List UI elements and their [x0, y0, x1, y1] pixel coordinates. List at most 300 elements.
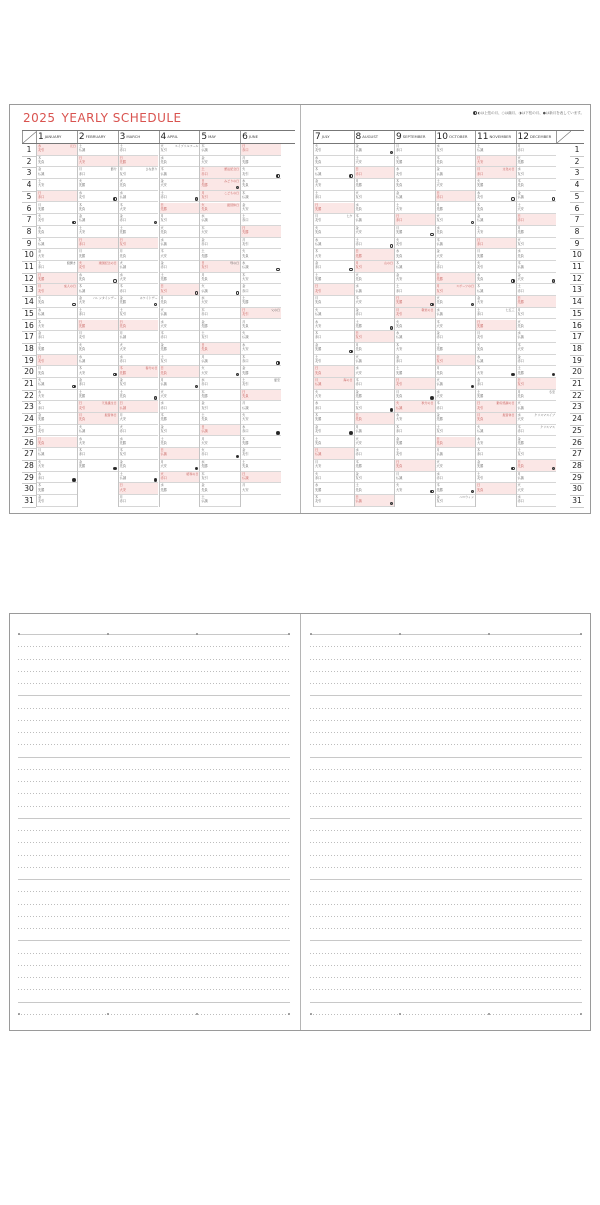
day-cell[interactable] — [476, 483, 516, 495]
day-cell[interactable] — [436, 179, 476, 191]
day-cell[interactable] — [241, 343, 281, 355]
day-cell[interactable] — [78, 261, 118, 273]
day-cell[interactable] — [395, 308, 435, 320]
day-cell[interactable] — [314, 331, 354, 343]
day-cell[interactable] — [200, 448, 240, 460]
day-cell[interactable] — [78, 413, 118, 425]
day-cell[interactable] — [37, 320, 77, 332]
day-cell[interactable] — [200, 284, 240, 296]
day-cell[interactable] — [476, 156, 516, 168]
day-cell[interactable] — [160, 401, 200, 413]
day-cell[interactable] — [314, 238, 354, 250]
day-cell[interactable] — [160, 378, 200, 390]
day-cell[interactable] — [241, 179, 281, 191]
day-cell[interactable] — [314, 226, 354, 238]
day-cell[interactable] — [355, 483, 395, 495]
day-cell[interactable] — [355, 191, 395, 203]
day-cell[interactable] — [476, 437, 516, 449]
day-cell[interactable] — [355, 378, 395, 390]
day-cell[interactable] — [119, 413, 159, 425]
day-cell[interactable] — [37, 167, 77, 179]
day-cell[interactable] — [476, 308, 516, 320]
day-cell[interactable] — [78, 331, 118, 343]
day-cell[interactable] — [436, 238, 476, 250]
day-cell[interactable] — [37, 296, 77, 308]
day-cell[interactable] — [517, 366, 557, 378]
day-cell[interactable] — [119, 284, 159, 296]
day-cell[interactable] — [517, 437, 557, 449]
day-cell[interactable] — [78, 203, 118, 215]
day-cell[interactable] — [160, 273, 200, 285]
day-cell[interactable] — [200, 191, 240, 203]
day-cell[interactable] — [314, 472, 354, 484]
day-cell[interactable] — [517, 378, 557, 390]
day-cell[interactable] — [314, 390, 354, 402]
day-cell[interactable] — [119, 343, 159, 355]
day-cell[interactable] — [241, 296, 281, 308]
day-cell[interactable] — [355, 144, 395, 156]
day-cell[interactable] — [476, 144, 516, 156]
day-cell[interactable] — [160, 460, 200, 472]
day-cell[interactable] — [517, 308, 557, 320]
day-cell[interactable] — [78, 249, 118, 261]
day-cell[interactable] — [395, 261, 435, 273]
day-cell[interactable] — [160, 355, 200, 367]
day-cell[interactable] — [200, 261, 240, 273]
day-cell[interactable] — [200, 401, 240, 413]
day-cell[interactable] — [160, 320, 200, 332]
day-cell[interactable] — [436, 284, 476, 296]
day-cell[interactable] — [436, 366, 476, 378]
day-cell[interactable] — [436, 448, 476, 460]
day-cell[interactable] — [355, 179, 395, 191]
day-cell[interactable] — [241, 261, 281, 273]
day-cell[interactable] — [395, 460, 435, 472]
day-cell[interactable] — [200, 343, 240, 355]
day-cell[interactable] — [119, 214, 159, 226]
day-cell[interactable] — [476, 284, 516, 296]
day-cell[interactable] — [355, 156, 395, 168]
day-cell[interactable] — [37, 437, 77, 449]
day-cell[interactable] — [517, 273, 557, 285]
day-cell[interactable] — [395, 366, 435, 378]
day-cell[interactable] — [37, 144, 77, 156]
day-cell[interactable] — [517, 425, 557, 437]
day-cell[interactable] — [37, 495, 77, 507]
day-cell[interactable] — [355, 238, 395, 250]
day-cell[interactable] — [476, 390, 516, 402]
day-cell[interactable] — [314, 284, 354, 296]
day-cell[interactable] — [37, 366, 77, 378]
day-cell[interactable] — [395, 179, 435, 191]
day-cell[interactable] — [314, 214, 354, 226]
day-cell[interactable] — [37, 273, 77, 285]
day-cell[interactable] — [37, 483, 77, 495]
day-cell[interactable] — [37, 308, 77, 320]
day-cell[interactable] — [314, 144, 354, 156]
day-cell[interactable] — [78, 366, 118, 378]
day-cell[interactable] — [355, 355, 395, 367]
day-cell[interactable] — [517, 284, 557, 296]
day-cell[interactable] — [355, 425, 395, 437]
day-cell[interactable] — [37, 472, 77, 484]
day-cell[interactable] — [200, 437, 240, 449]
day-cell[interactable] — [37, 179, 77, 191]
day-cell[interactable] — [119, 191, 159, 203]
day-cell[interactable] — [436, 413, 476, 425]
day-cell[interactable] — [119, 378, 159, 390]
day-cell[interactable] — [355, 249, 395, 261]
day-cell[interactable] — [78, 238, 118, 250]
day-cell[interactable] — [160, 214, 200, 226]
day-cell[interactable] — [355, 413, 395, 425]
day-cell[interactable] — [436, 483, 476, 495]
day-cell[interactable] — [395, 390, 435, 402]
day-cell[interactable] — [160, 203, 200, 215]
day-cell[interactable] — [517, 390, 557, 402]
day-cell[interactable] — [476, 214, 516, 226]
day-cell[interactable] — [314, 483, 354, 495]
day-cell[interactable] — [78, 214, 118, 226]
day-cell[interactable] — [160, 390, 200, 402]
day-cell[interactable] — [78, 296, 118, 308]
day-cell[interactable] — [355, 320, 395, 332]
day-cell[interactable] — [200, 144, 240, 156]
day-cell[interactable] — [355, 273, 395, 285]
day-cell[interactable] — [119, 296, 159, 308]
day-cell[interactable] — [395, 191, 435, 203]
day-cell[interactable] — [241, 249, 281, 261]
day-cell[interactable] — [436, 378, 476, 390]
day-cell[interactable] — [241, 144, 281, 156]
day-cell[interactable] — [160, 413, 200, 425]
day-cell[interactable] — [119, 308, 159, 320]
day-cell[interactable] — [476, 460, 516, 472]
day-cell[interactable] — [395, 273, 435, 285]
day-cell[interactable] — [395, 214, 435, 226]
day-cell[interactable] — [395, 203, 435, 215]
day-cell[interactable] — [436, 401, 476, 413]
day-cell[interactable] — [517, 495, 557, 507]
day-cell[interactable] — [200, 378, 240, 390]
day-cell[interactable] — [355, 308, 395, 320]
day-cell[interactable] — [314, 249, 354, 261]
day-cell[interactable] — [436, 495, 476, 507]
day-cell[interactable] — [395, 378, 435, 390]
day-cell[interactable] — [314, 261, 354, 273]
day-cell[interactable] — [476, 425, 516, 437]
day-cell[interactable] — [160, 343, 200, 355]
day-cell[interactable] — [37, 238, 77, 250]
day-cell[interactable] — [241, 191, 281, 203]
day-cell[interactable] — [37, 343, 77, 355]
day-cell[interactable] — [78, 156, 118, 168]
day-cell[interactable] — [119, 460, 159, 472]
day-cell[interactable] — [78, 460, 118, 472]
day-cell[interactable] — [78, 343, 118, 355]
day-cell[interactable] — [436, 437, 476, 449]
day-cell[interactable] — [119, 437, 159, 449]
day-cell[interactable] — [160, 191, 200, 203]
day-cell[interactable] — [436, 343, 476, 355]
day-cell[interactable] — [37, 413, 77, 425]
day-cell[interactable] — [476, 320, 516, 332]
day-cell[interactable] — [436, 331, 476, 343]
day-cell[interactable] — [241, 273, 281, 285]
day-cell[interactable] — [314, 167, 354, 179]
day-cell[interactable] — [355, 214, 395, 226]
day-cell[interactable] — [517, 472, 557, 484]
day-cell[interactable] — [160, 308, 200, 320]
day-cell[interactable] — [119, 366, 159, 378]
day-cell[interactable] — [395, 226, 435, 238]
day-cell[interactable] — [476, 273, 516, 285]
day-cell[interactable] — [314, 308, 354, 320]
day-cell[interactable] — [436, 214, 476, 226]
day-cell[interactable] — [119, 448, 159, 460]
day-cell[interactable] — [395, 472, 435, 484]
day-cell[interactable] — [314, 448, 354, 460]
day-cell[interactable] — [37, 425, 77, 437]
day-cell[interactable] — [37, 355, 77, 367]
day-cell[interactable] — [517, 203, 557, 215]
day-cell[interactable] — [241, 167, 281, 179]
day-cell[interactable] — [119, 425, 159, 437]
day-cell[interactable] — [395, 249, 435, 261]
day-cell[interactable] — [200, 320, 240, 332]
day-cell[interactable] — [200, 203, 240, 215]
day-cell[interactable] — [200, 249, 240, 261]
day-cell[interactable] — [200, 226, 240, 238]
day-cell[interactable] — [119, 495, 159, 507]
day-cell[interactable] — [476, 191, 516, 203]
day-cell[interactable] — [160, 179, 200, 191]
day-cell[interactable] — [476, 226, 516, 238]
day-cell[interactable] — [160, 144, 200, 156]
day-cell[interactable] — [476, 355, 516, 367]
day-cell[interactable] — [200, 483, 240, 495]
day-cell[interactable] — [476, 203, 516, 215]
day-cell[interactable] — [436, 425, 476, 437]
day-cell[interactable] — [160, 284, 200, 296]
day-cell[interactable] — [200, 472, 240, 484]
day-cell[interactable] — [119, 401, 159, 413]
day-cell[interactable] — [517, 226, 557, 238]
day-cell[interactable] — [314, 425, 354, 437]
day-cell[interactable] — [37, 460, 77, 472]
day-cell[interactable] — [200, 296, 240, 308]
day-cell[interactable] — [200, 331, 240, 343]
day-cell[interactable] — [517, 448, 557, 460]
day-cell[interactable] — [37, 249, 77, 261]
day-cell[interactable] — [241, 472, 281, 484]
day-cell[interactable] — [395, 401, 435, 413]
day-cell[interactable] — [517, 144, 557, 156]
day-cell[interactable] — [160, 238, 200, 250]
day-cell[interactable] — [200, 179, 240, 191]
day-cell[interactable] — [200, 156, 240, 168]
day-cell[interactable] — [200, 413, 240, 425]
day-cell[interactable] — [476, 401, 516, 413]
day-cell[interactable] — [517, 296, 557, 308]
day-cell[interactable] — [355, 226, 395, 238]
day-cell[interactable] — [119, 179, 159, 191]
day-cell[interactable] — [395, 296, 435, 308]
day-cell[interactable] — [395, 413, 435, 425]
day-cell[interactable] — [119, 226, 159, 238]
day-cell[interactable] — [37, 191, 77, 203]
day-cell[interactable] — [78, 390, 118, 402]
day-cell[interactable] — [517, 413, 557, 425]
day-cell[interactable] — [395, 355, 435, 367]
day-cell[interactable] — [78, 284, 118, 296]
day-cell[interactable] — [78, 320, 118, 332]
day-cell[interactable] — [78, 425, 118, 437]
day-cell[interactable] — [78, 179, 118, 191]
day-cell[interactable] — [395, 144, 435, 156]
day-cell[interactable] — [160, 226, 200, 238]
day-cell[interactable] — [314, 401, 354, 413]
day-cell[interactable] — [436, 320, 476, 332]
day-cell[interactable] — [355, 495, 395, 507]
day-cell[interactable] — [119, 355, 159, 367]
day-cell[interactable] — [241, 413, 281, 425]
day-cell[interactable] — [476, 448, 516, 460]
day-cell[interactable] — [436, 472, 476, 484]
day-cell[interactable] — [160, 483, 200, 495]
day-cell[interactable] — [241, 284, 281, 296]
day-cell[interactable] — [436, 308, 476, 320]
day-cell[interactable] — [160, 437, 200, 449]
day-cell[interactable] — [160, 472, 200, 484]
day-cell[interactable] — [119, 320, 159, 332]
day-cell[interactable] — [160, 425, 200, 437]
day-cell[interactable] — [241, 401, 281, 413]
day-cell[interactable] — [241, 437, 281, 449]
day-cell[interactable] — [517, 167, 557, 179]
day-cell[interactable] — [119, 390, 159, 402]
day-cell[interactable] — [517, 249, 557, 261]
day-cell[interactable] — [517, 191, 557, 203]
day-cell[interactable] — [355, 401, 395, 413]
day-cell[interactable] — [200, 366, 240, 378]
day-cell[interactable] — [314, 355, 354, 367]
day-cell[interactable] — [436, 144, 476, 156]
day-cell[interactable] — [314, 273, 354, 285]
day-cell[interactable] — [314, 203, 354, 215]
day-cell[interactable] — [517, 261, 557, 273]
day-cell[interactable] — [37, 203, 77, 215]
day-cell[interactable] — [37, 331, 77, 343]
day-cell[interactable] — [200, 425, 240, 437]
day-cell[interactable] — [517, 343, 557, 355]
day-cell[interactable] — [517, 320, 557, 332]
day-cell[interactable] — [119, 167, 159, 179]
day-cell[interactable] — [355, 284, 395, 296]
day-cell[interactable] — [119, 273, 159, 285]
day-cell[interactable] — [160, 156, 200, 168]
day-cell[interactable] — [476, 238, 516, 250]
day-cell[interactable] — [395, 437, 435, 449]
day-cell[interactable] — [355, 203, 395, 215]
day-cell[interactable] — [476, 261, 516, 273]
day-cell[interactable] — [355, 390, 395, 402]
day-cell[interactable] — [37, 261, 77, 273]
day-cell[interactable] — [314, 495, 354, 507]
day-cell[interactable] — [517, 179, 557, 191]
day-cell[interactable] — [241, 483, 281, 495]
day-cell[interactable] — [517, 238, 557, 250]
day-cell[interactable] — [241, 331, 281, 343]
day-cell[interactable] — [37, 226, 77, 238]
day-cell[interactable] — [314, 296, 354, 308]
day-cell[interactable] — [314, 378, 354, 390]
day-cell[interactable] — [241, 390, 281, 402]
day-cell[interactable] — [200, 308, 240, 320]
day-cell[interactable] — [241, 378, 281, 390]
day-cell[interactable] — [314, 191, 354, 203]
day-cell[interactable] — [119, 483, 159, 495]
day-cell[interactable] — [355, 343, 395, 355]
day-cell[interactable] — [200, 167, 240, 179]
day-cell[interactable] — [355, 261, 395, 273]
day-cell[interactable] — [517, 156, 557, 168]
day-cell[interactable] — [314, 343, 354, 355]
day-cell[interactable] — [476, 249, 516, 261]
day-cell[interactable] — [395, 320, 435, 332]
day-cell[interactable] — [476, 296, 516, 308]
day-cell[interactable] — [119, 249, 159, 261]
day-cell[interactable] — [436, 273, 476, 285]
day-cell[interactable] — [37, 214, 77, 226]
day-cell[interactable] — [200, 390, 240, 402]
day-cell[interactable] — [395, 331, 435, 343]
day-cell[interactable] — [355, 437, 395, 449]
day-cell[interactable] — [241, 226, 281, 238]
day-cell[interactable] — [355, 448, 395, 460]
day-cell[interactable] — [119, 472, 159, 484]
day-cell[interactable] — [355, 366, 395, 378]
day-cell[interactable] — [160, 366, 200, 378]
day-cell[interactable] — [37, 390, 77, 402]
day-cell[interactable] — [314, 156, 354, 168]
day-cell[interactable] — [160, 296, 200, 308]
day-cell[interactable] — [476, 378, 516, 390]
day-cell[interactable] — [200, 273, 240, 285]
day-cell[interactable] — [78, 167, 118, 179]
day-cell[interactable] — [78, 401, 118, 413]
day-cell[interactable] — [78, 448, 118, 460]
day-cell[interactable] — [436, 296, 476, 308]
day-cell[interactable] — [517, 483, 557, 495]
day-cell[interactable] — [37, 401, 77, 413]
day-cell[interactable] — [395, 156, 435, 168]
day-cell[interactable] — [476, 179, 516, 191]
day-cell[interactable] — [436, 156, 476, 168]
day-cell[interactable] — [78, 273, 118, 285]
day-cell[interactable] — [314, 366, 354, 378]
day-cell[interactable] — [37, 378, 77, 390]
day-cell[interactable] — [160, 331, 200, 343]
day-cell[interactable] — [436, 355, 476, 367]
day-cell[interactable] — [395, 167, 435, 179]
day-cell[interactable] — [436, 191, 476, 203]
day-cell[interactable] — [119, 331, 159, 343]
day-cell[interactable] — [395, 343, 435, 355]
day-cell[interactable] — [395, 284, 435, 296]
day-cell[interactable] — [37, 156, 77, 168]
day-cell[interactable] — [476, 472, 516, 484]
